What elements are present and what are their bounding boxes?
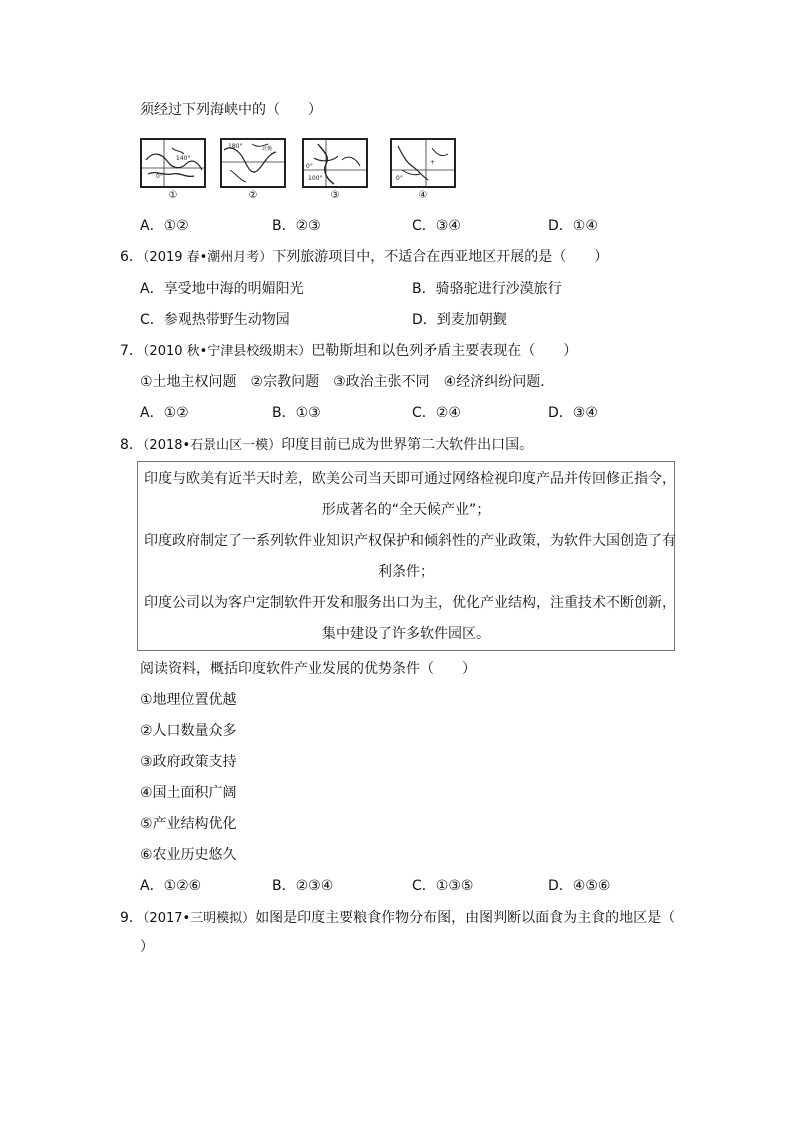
q5-option-b: B．②③	[272, 218, 321, 234]
q9-stem-line	[120, 908, 675, 929]
q7-option-c: C．②④	[412, 405, 461, 421]
q8-source: （2018•石景山区一模）	[142, 438, 282, 453]
material-line-6: 集中建设了许多软件园区。	[322, 626, 490, 642]
q8-material-box	[137, 461, 675, 651]
svg-text:0°: 0°	[306, 163, 313, 170]
q7-stem: 巴勒斯坦和以色列矛盾主要表现在（ ）	[311, 343, 578, 359]
map-label-3: ③	[330, 190, 340, 201]
q8-item-3: ③政府政策支持	[140, 754, 237, 770]
q5-strait-maps	[140, 138, 470, 204]
q7-option-d: D．③④	[548, 405, 598, 421]
q8-stem: 印度目前已成为世界第二大软件出口国。	[281, 437, 534, 453]
q7-source: （2010 秋•宁津县校级期末）	[142, 344, 312, 359]
q9-source: （2017•三明模拟）	[142, 911, 256, 926]
strait-map-2	[220, 138, 286, 188]
q7-stem-line	[120, 341, 577, 362]
material-line-1: 印度与欧美有近半天时差，欧美公司当天即可通过网络检视印度产品并传回修正指令，	[144, 471, 676, 487]
map-label-2: ②	[248, 190, 258, 201]
q9-stem-end: ）	[140, 939, 154, 955]
svg-text:0°: 0°	[396, 175, 403, 182]
q7-number: 7．	[120, 343, 143, 359]
q8-item-5: ⑤产业结构优化	[140, 816, 237, 832]
q6-option-b: B．骑骆驼进行沙漠旅行	[412, 281, 562, 297]
q8-item-4: ④国土面积广阔	[140, 785, 237, 801]
q5-option-c: C．③④	[412, 218, 461, 234]
q8-option-c: C．①③⑤	[412, 878, 474, 894]
material-line-4: 利条件；	[378, 564, 434, 580]
q6-number: 6．	[120, 249, 143, 265]
svg-text:100°: 100°	[308, 175, 323, 182]
strait-map-1	[140, 138, 206, 188]
strait-map-3	[302, 138, 368, 188]
q8-item-2: ②人口数量众多	[140, 723, 237, 739]
svg-text:180°: 180°	[228, 143, 243, 150]
q8-stem-line	[120, 435, 533, 456]
q8-option-a: A．①②⑥	[140, 878, 202, 894]
q8-item-6: ⑥农业历史悠久	[140, 847, 237, 863]
q6-option-c: C．参观热带野生动物园	[140, 312, 290, 328]
q9-number: 9．	[120, 910, 143, 926]
q6-source: （2019 春•潮州月考）	[142, 250, 273, 265]
q5-option-d: D．①④	[548, 218, 598, 234]
material-line-2: 形成著名的“全天候产业”；	[321, 502, 491, 518]
q7-items: ①土地主权问题 ②宗教问题 ③政治主张不同 ④经济纠纷问题．	[140, 374, 555, 390]
q7-option-b: B．①③	[272, 405, 321, 421]
q8-item-1: ①地理位置优越	[140, 692, 237, 708]
strait-map-4	[390, 138, 456, 188]
q6-option-a: A．享受地中海的明媚阳光	[140, 281, 304, 297]
q5-option-a: A．①②	[140, 218, 189, 234]
svg-text:+: +	[430, 159, 436, 166]
svg-text:140°: 140°	[176, 155, 191, 162]
q6-stem: 下列旅游项目中，不适合在西亚地区开展的是（ ）	[272, 249, 609, 265]
q8-question: 阅读资料，概括印度软件产业发展的优势条件（ ）	[140, 661, 476, 677]
q8-option-b: B．②③④	[272, 878, 334, 894]
q9-stem: 如图是印度主要粮食作物分布图，由图判断以面食为主食的地区是（	[255, 910, 676, 926]
material-line-5: 印度公司以为客户定制软件开发和服务出口为主，优化产业结构，注重技术不断创新，	[144, 595, 676, 611]
q5-stem-tail: 须经过下列海峡中的（ ）	[140, 102, 322, 118]
map-label-4: ④	[418, 190, 428, 201]
svg-text:0°: 0°	[156, 173, 163, 180]
q8-option-d: D．④⑤⑥	[548, 878, 611, 894]
q6-option-d: D．到麦加朝觐	[412, 312, 507, 328]
q7-option-a: A．①②	[140, 405, 189, 421]
q6-stem-line	[120, 247, 608, 268]
q8-number: 8．	[120, 437, 143, 453]
map-label-1: ①	[168, 190, 178, 201]
svg-text:北极: 北极	[262, 146, 273, 152]
material-line-3: 印度政府制定了一系列软件业知识产权保护和倾斜性的产业政策，为软件大国创造了有	[144, 533, 676, 549]
